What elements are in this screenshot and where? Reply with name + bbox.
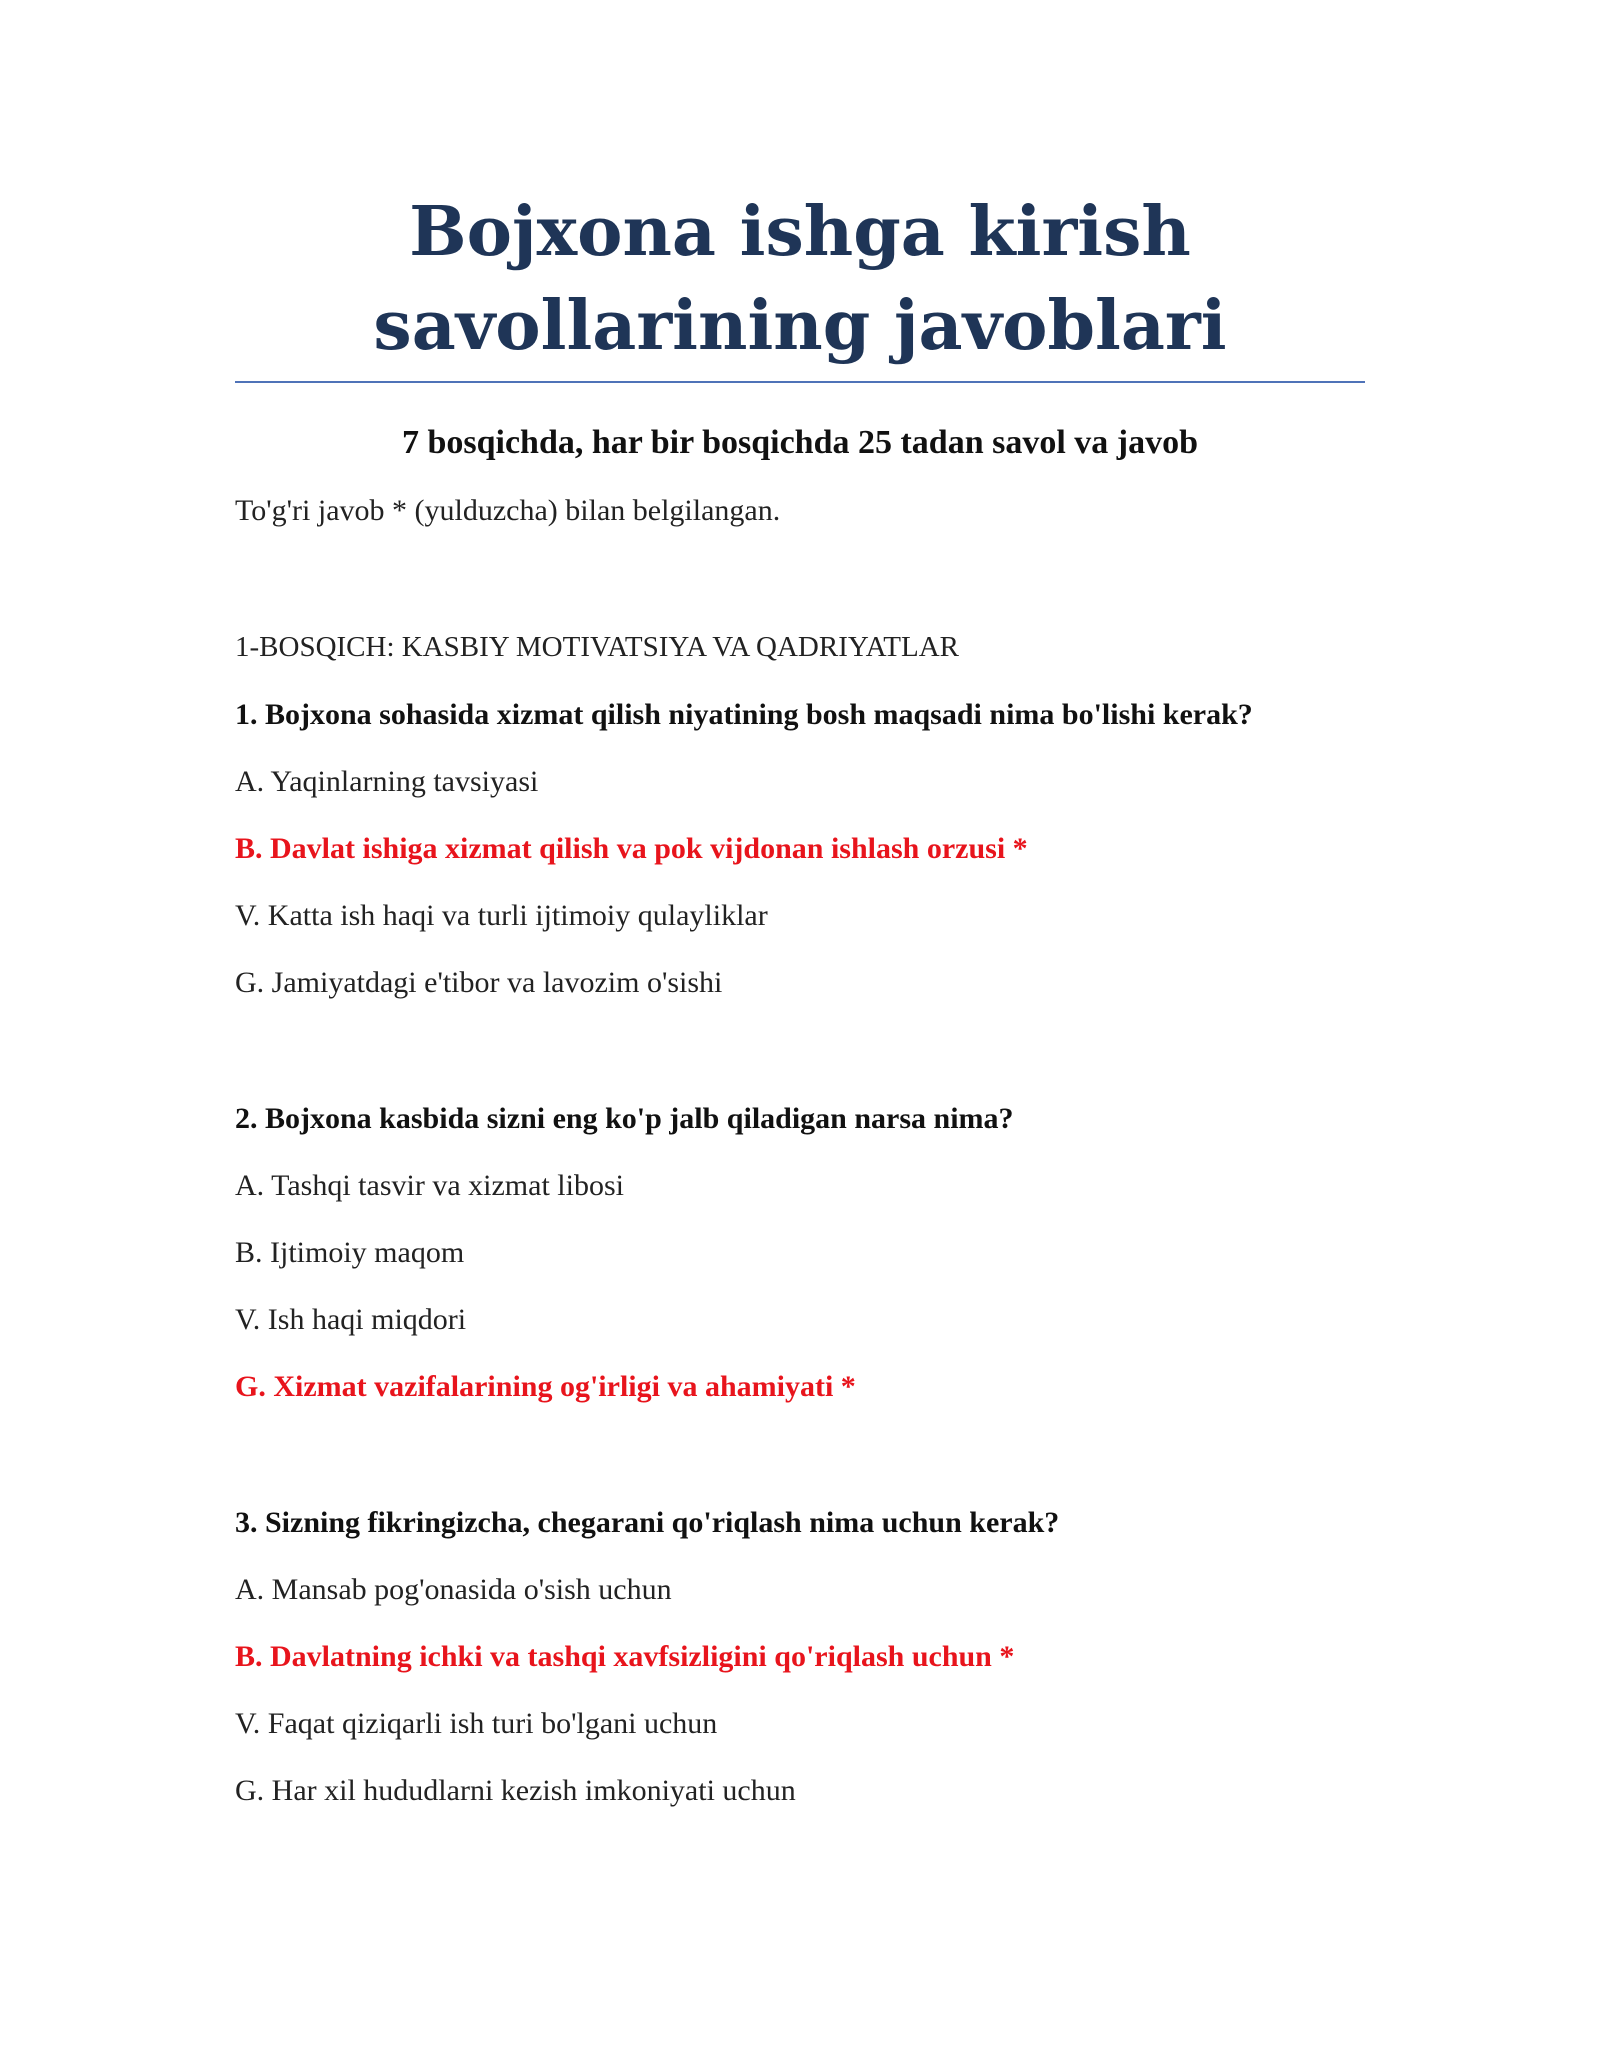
question-block bbox=[235, 1503, 1365, 1811]
title-line-1: Bojxona ishga kirish bbox=[409, 192, 1191, 272]
answer-option-correct: B. Davlatning ichki va tashqi xavfsizligini qo'riqlash uchun * bbox=[235, 1640, 1015, 1673]
answer-option: V. Ish haqi miqdori bbox=[235, 1303, 467, 1336]
answer-option: A. Mansab pog'onasida o'sish uchun bbox=[235, 1573, 672, 1606]
question-text: 3. Sizning fikringizcha, chegarani qo'riqlash nima uchun kerak? bbox=[235, 1506, 1060, 1539]
title-line-2: savollarining javoblari bbox=[373, 286, 1227, 366]
document-title bbox=[235, 185, 1365, 383]
answer-option-correct: B. Davlat ishiga xizmat qilish va pok vijdonan ishlash orzusi * bbox=[235, 832, 1028, 865]
document-page bbox=[235, 185, 1365, 1811]
answer-option: A. Tashqi tasvir va xizmat libosi bbox=[235, 1169, 624, 1202]
answer-key-note: To'g'ri javob * (yulduzcha) bilan belgilangan. bbox=[235, 494, 781, 527]
answer-option-correct: G. Xizmat vazifalarining og'irligi va ahamiyati * bbox=[235, 1370, 856, 1403]
answer-option: G. Har xil hududlarni kezish imkoniyati uchun bbox=[235, 1774, 796, 1807]
answer-option: V. Faqat qiziqarli ish turi bo'lgani uchun bbox=[235, 1707, 718, 1740]
question-text: 2. Bojxona kasbida sizni eng ko'p jalb qiladigan narsa nima? bbox=[235, 1102, 1014, 1135]
question-block bbox=[235, 1099, 1365, 1407]
section-heading: 1-BOSQICH: KASBIY MOTIVATSIYA VA QADRIYATLAR bbox=[235, 631, 960, 663]
question-block bbox=[235, 695, 1365, 1003]
answer-option: A. Yaqinlarning tavsiyasi bbox=[235, 765, 539, 798]
document-subtitle: 7 bosqichda, har bir bosqichda 25 tadan savol va javob bbox=[401, 424, 1199, 461]
question-text: 1. Bojxona sohasida xizmat qilish niyatining bosh maqsadi nima bo'lishi kerak? bbox=[235, 698, 1253, 731]
answer-option: B. Ijtimoiy maqom bbox=[235, 1236, 465, 1269]
answer-option: G. Jamiyatdagi e'tibor va lavozim o'sishi bbox=[235, 966, 723, 999]
answer-option: V. Katta ish haqi va turli ijtimoiy qulayliklar bbox=[235, 899, 768, 932]
